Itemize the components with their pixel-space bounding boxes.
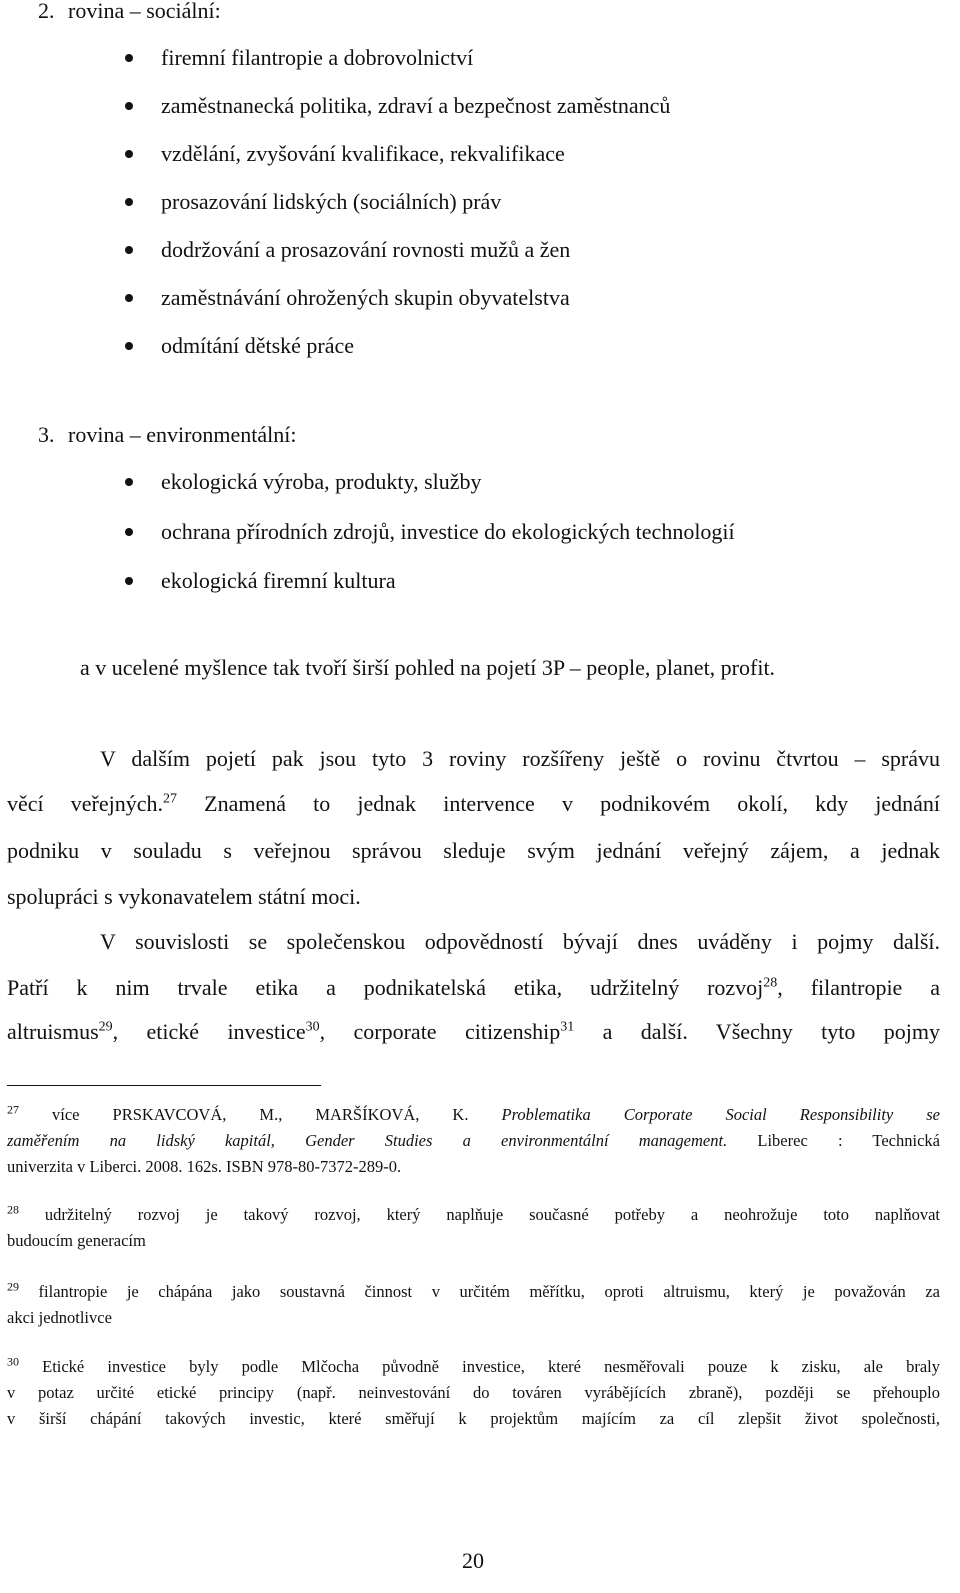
section-title: rovina – sociální:: [68, 0, 221, 23]
footnote-mark: 28: [7, 1202, 19, 1217]
paragraph-line: Patří k nim trvale etika a podnikatelská etika, udržitelný rozvoj$^{28}$, filantropie a: [7, 975, 940, 1000]
list-item: prosazování lidských (sociálních) práv: [125, 188, 670, 236]
footnote-mark: 30: [7, 1354, 19, 1369]
list-item: firemní filantropie a dobrovolnictví: [125, 44, 670, 92]
paragraph-line: altruismus$^{29}$, etické investice$^{30}$, corporate citizenship$^{31}$ a další. Všechny tyto pojmy: [7, 1019, 940, 1044]
list-item: ekologická výroba, produkty, služby: [125, 468, 735, 518]
footnote-ref: 27: [163, 791, 178, 807]
bullet-icon: [125, 294, 133, 302]
paragraph-line: spolupráci s vykonavatelem státní moci.: [7, 884, 361, 909]
paragraph-line: V dalším pojetí pak jsou tyto 3 roviny rozšířeny ještě o rovinu čtvrtou – správu: [100, 746, 940, 771]
footnote-ref: 30: [305, 1019, 320, 1035]
bullet-icon: [125, 54, 133, 62]
bullet-icon: [125, 342, 133, 350]
bullet-icon: [125, 478, 133, 486]
list-item: ekologická firemní kultura: [125, 567, 735, 617]
section-2-heading: [38, 0, 221, 24]
summary-line: a v ucelené myšlence tak tvoří širší pohled na pojetí 3P – people, planet, profit.: [80, 655, 776, 680]
paragraph-line: podniku v souladu s veřejnou správou sleduje svým jednání veřejný zájem, a jednak: [7, 838, 940, 863]
environmental-bullet-list: [125, 468, 735, 617]
list-item: zaměstnanecká politika, zdraví a bezpečnost zaměstnanců: [125, 92, 670, 140]
section-3-heading: [38, 422, 297, 448]
list-item: zaměstnávání ohrožených skupin obyvatelstva: [125, 284, 670, 332]
list-item: odmítání dětské práce: [125, 332, 670, 380]
list-item: ochrana přírodních zdrojů, investice do ekologických technologií: [125, 518, 735, 568]
list-item: dodržování a prosazování rovnosti mužů a žen: [125, 236, 670, 284]
paragraph-line: V souvislosti se společenskou odpovědností bývají dnes uváděny i pojmy další.: [100, 929, 940, 954]
social-bullet-list: [125, 44, 670, 380]
footnote-ref: 31: [560, 1019, 575, 1035]
paragraph-line: věcí veřejných.$^{27}$ Znamená to jednak intervence v podnikovém okolí, kdy jednání: [7, 791, 941, 816]
list-item: vzdělání, zvyšování kvalifikace, rekvalifikace: [125, 140, 670, 188]
footnote-27: $^{27}$ více PRSKAVCOVÁ, M., MARŠÍKOVÁ, K. Problematika Corporate Social Responsibility se zaměřením na lidský kapitál, Gender Studies a environmentální management. Liberec : Technická univerzita v Liberci. 2008. 162s. ISBN 978-80-7372-289-0.: [7, 1102, 940, 1176]
footnote-30: $^{30}$ Etické investice byly podle Mlčocha původně investice, které nesměřovali pouze k zisku, ale braly v potaz určité etické principy (např. neinvestování do továren vyrábějících zbraně), později se přehouplo v širší chápání takových investic, které směřují k projektům majícím za cíl zlepšit život společnosti,: [7, 1354, 940, 1428]
section-number: 3.: [38, 422, 55, 447]
footnote-29: $^{29}$ filantropie je chápána jako soustavná činnost v určitém měřítku, oproti altruismu, který je považován za akci jednotlivce: [7, 1279, 940, 1327]
footnote-ref: 28: [763, 975, 778, 991]
bullet-icon: [125, 102, 133, 110]
page-number: 20: [462, 1548, 484, 1573]
footnote-mark: 27: [7, 1102, 19, 1117]
bullet-icon: [125, 150, 133, 158]
section-title: rovina – environmentální:: [68, 422, 297, 447]
footnote-mark: 29: [7, 1279, 19, 1294]
footnote-separator: [7, 1085, 321, 1086]
bullet-icon: [125, 528, 133, 536]
footnote-ref: 29: [98, 1019, 113, 1035]
bullet-icon: [125, 577, 133, 585]
bullet-icon: [125, 246, 133, 254]
bullet-icon: [125, 198, 133, 206]
section-number: 2.: [38, 0, 55, 23]
footnote-28: $^{28}$ udržitelný rozvoj je takový rozvoj, který naplňuje současné potřeby a neohrožuje toto naplňovat budoucím generacím: [7, 1202, 940, 1250]
